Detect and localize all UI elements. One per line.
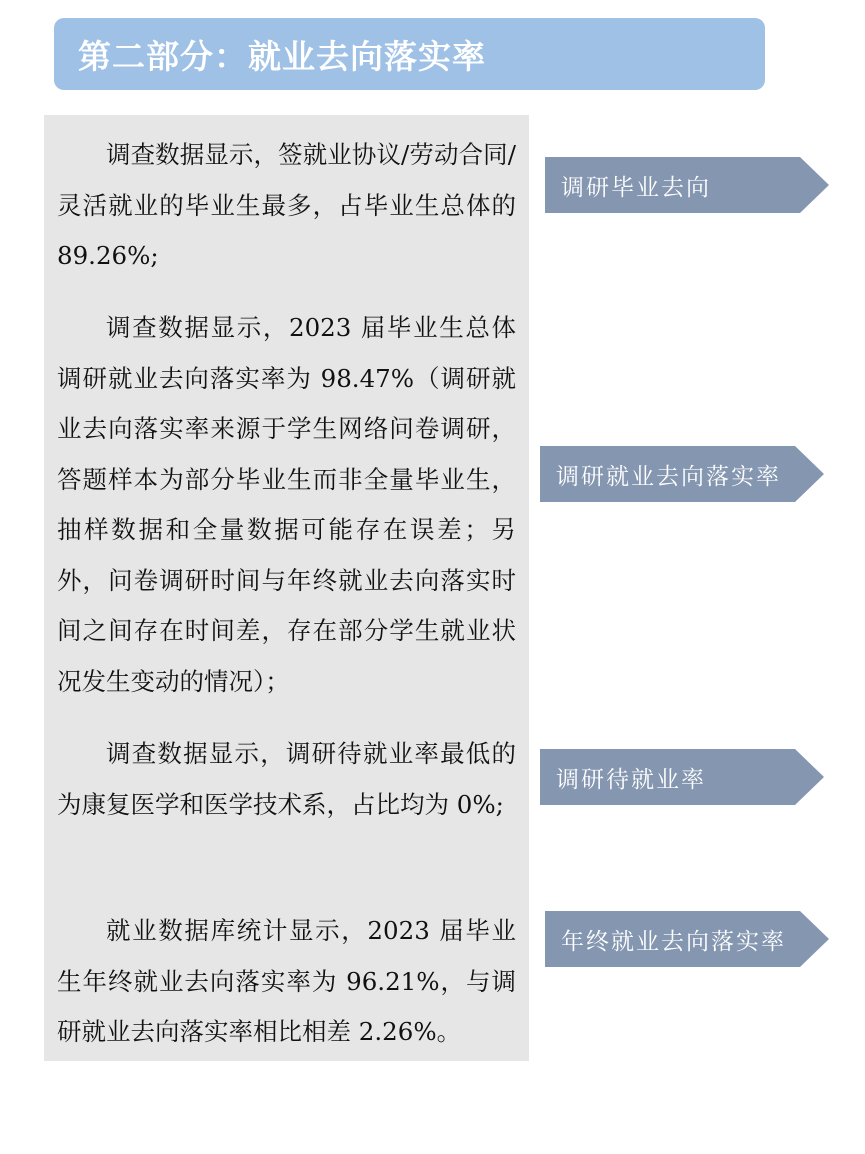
tag-label: 年终就业去向落实率 bbox=[561, 928, 786, 955]
tag-label: 调研待就业率 bbox=[556, 766, 706, 793]
tag-yearend-placement-rate bbox=[545, 911, 829, 967]
tag-label: 调研就业去向落实率 bbox=[556, 463, 781, 490]
paragraph-survey-destination: 调查数据显示，签就业协议/劳动合同/灵活就业的毕业生最多，占毕业生总体的 89.26%; bbox=[57, 140, 516, 270]
section-header bbox=[54, 18, 765, 90]
tag-unemployment-rate bbox=[540, 749, 824, 805]
tag-survey-placement-rate bbox=[540, 446, 824, 502]
section-title: 第二部分：就业去向落实率 bbox=[78, 36, 486, 76]
paragraph-unemployment-rate: 调查数据显示，调研待就业率最低的为康复医学和医学技术系，占比均为 0%; bbox=[57, 739, 516, 819]
tag-survey-destination bbox=[545, 157, 829, 213]
paragraph-yearend-placement-rate: 就业数据库统计显示，2023 届毕业生年终就业去向落实率为 96.21%，与调研就业去向落实率相比相差 2.26%。 bbox=[57, 916, 516, 1046]
tag-label: 调研毕业去向 bbox=[561, 174, 711, 201]
paragraph-survey-placement-rate: 调查数据显示，2023 届毕业生总体调研就业去向落实率为 98.47%（调研就业去向落实率来源于学生网络问卷调研，答题样本为部分毕业生而非全量毕业生，抽样数据和全量数据可能存在误差；另外，问卷调研时间与年终就业去向落实时间之间存在时间差，存在部分学生就业状况发生变动的情况）； bbox=[57, 313, 516, 696]
